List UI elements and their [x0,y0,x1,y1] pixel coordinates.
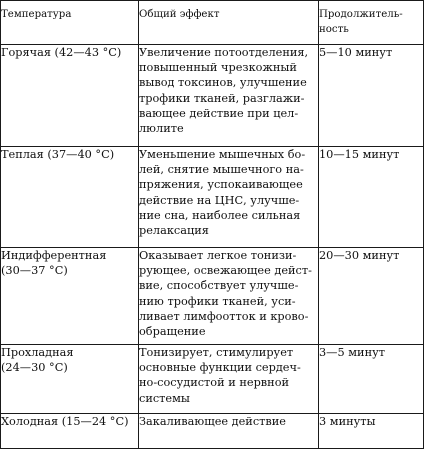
temperature-cell [1,248,139,345]
header-effect-label: Общий эффект [139,9,220,20]
temperature-text: Горячая (42—43 °C) [1,46,122,59]
temperature-text: Индифферентная (30—37 °C) [1,249,107,278]
duration-text: 10—15 минут [319,148,400,161]
table-row [1,414,424,449]
temperature-cell [1,345,139,414]
duration-text: 5—10 минут [319,46,393,59]
effect-text: Увеличение потоотделения, повышенный чрезкожный вывод токсинов, улучшение трофики тканей, разглажи- вающее действие при цел- люлите [139,46,309,136]
duration-text: 3 минуты [319,415,376,428]
effect-cell [139,345,319,414]
duration-cell [319,45,424,147]
table-row [1,45,424,147]
table-row [1,147,424,248]
table-header-row [1,1,424,45]
temperature-text: Теплая (37—40 °C) [1,148,115,161]
header-effect [139,1,319,45]
header-temperature-label: Температура [1,9,72,20]
effect-cell [139,248,319,345]
effect-text: Закаливающее действие [139,415,286,428]
effect-text: Тонизирует, стимулирует основные функции сердеч- но-сосудистой и нервной системы [139,346,301,405]
duration-cell [319,147,424,248]
effect-text: Уменьшение мышечных бо- лей, снятие мышечного на- пряжения, успокаивающее действие на ЦНС, улучше- ние сна, наиболее сильная релаксация [139,148,306,238]
duration-cell [319,345,424,414]
effect-text: Оказывает легкое тонизи- рующее, освежающее дейст- вие, способствует улучше- нию трофики тканей, уси- ливает лимфоотток и крово- обращение [139,249,312,339]
effect-cell [139,147,319,248]
duration-text: 20—30 минут [319,249,400,262]
temperature-cell [1,45,139,147]
table-row [1,248,424,345]
temperature-text: Холодная (15—24 °C) [1,415,129,428]
effect-cell [139,414,319,449]
temperature-cell [1,414,139,449]
temperature-cell [1,147,139,248]
header-duration-label: Продолжитель- ность [319,9,403,35]
temperature-text: Прохладная (24—30 °C) [1,346,74,375]
table-row [1,345,424,414]
duration-text: 3—5 минут [319,346,386,359]
duration-cell [319,248,424,345]
effect-cell [139,45,319,147]
duration-cell [319,414,424,449]
header-duration [319,1,424,45]
header-temperature [1,1,139,45]
